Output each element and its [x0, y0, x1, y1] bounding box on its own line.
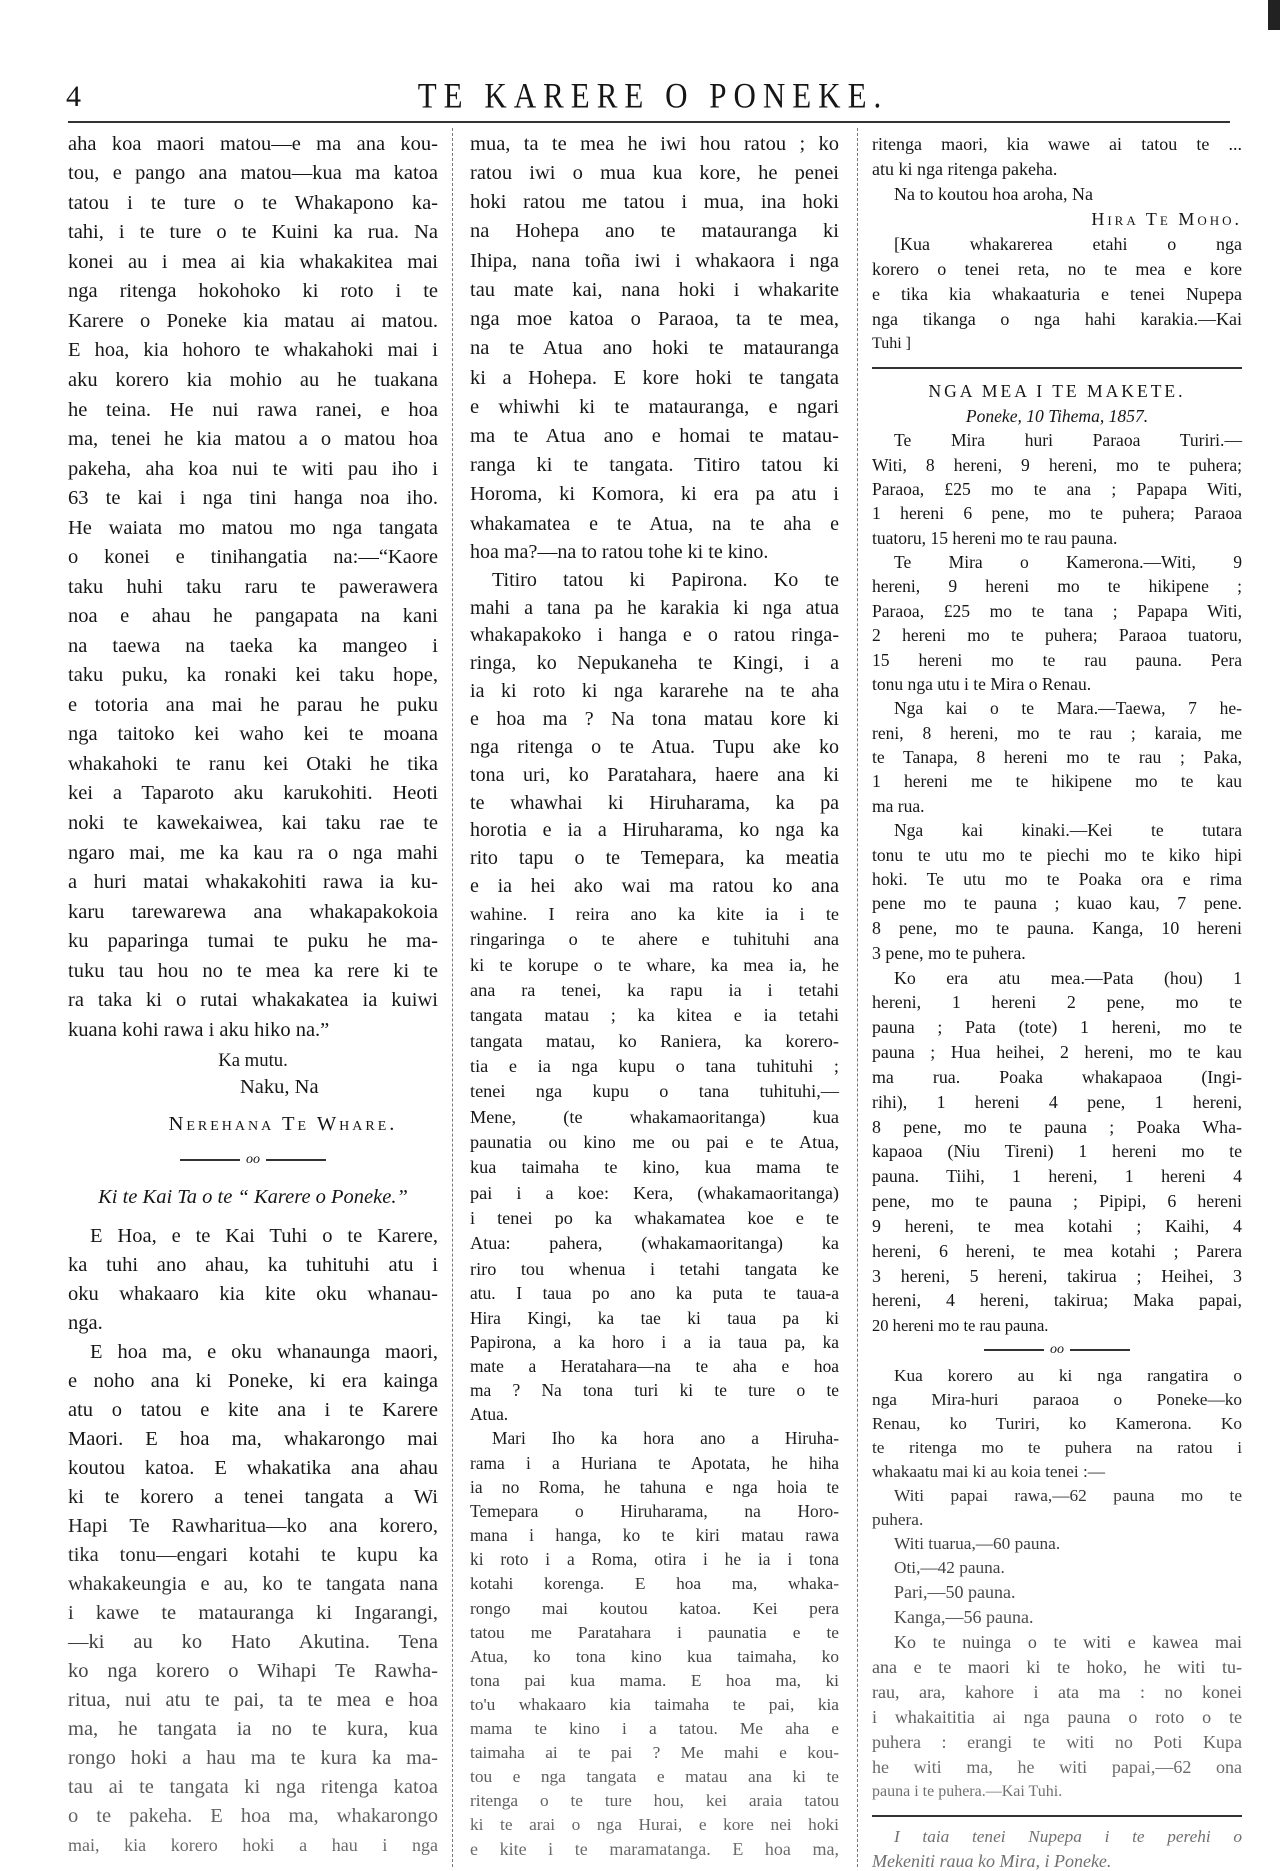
text-line: tona uri, ko Paratahara, haere ana ki [470, 763, 839, 786]
text-line: paunatia ou kino me ou pai e te Atua, [470, 1131, 839, 1152]
text-line: puhera. [872, 1510, 924, 1530]
text-line: rongo hoki a hau ma te kura ka ma- [68, 1746, 438, 1769]
text-line: pauna ; Pata (tote) 1 hereni, mo te [872, 1017, 1242, 1038]
scan-edge-mark [1268, 0, 1280, 30]
text-line: Ihipa, nana toña iwi i whakaora i nga [470, 249, 839, 272]
text-line: nga taitoko kei waho kei te moana [68, 723, 438, 746]
text-line: 2 hereni mo te puhera; Paraoa tuatoru, [872, 625, 1242, 646]
text-line: hereni, 6 hereni, te mea kotahi ; Parera [872, 1240, 1242, 1261]
text-line: Atua: pahera, (whakamaoritanga) ka [470, 1233, 839, 1254]
text-line: taku puku, ka ronaki kei taku hope, [68, 664, 438, 687]
text-line: te ritenga mo te puhera na ratou i [872, 1438, 1242, 1458]
text-line: tenei nga kupu o tana tuhituhi,— [470, 1081, 839, 1102]
text-line: pene, mo te pauna ; Pipipi, 6 hereni [872, 1191, 1242, 1212]
text-line: ki roto i a Roma, otira i he ia i tona [470, 1549, 839, 1570]
text-line: Te Mira huri Paraoa Turiri.— [894, 430, 1242, 451]
text-line: tahi, i te ture o te Kuini ka rua. Na [68, 221, 438, 244]
text-line: karu tarewarewa ana whakapakokoia [68, 900, 438, 923]
text-line: i whakaititia ai nga pauna o roto o te [872, 1707, 1242, 1728]
text-line: nga moe katoa o Paraoa, ta te mea, [470, 308, 839, 331]
text-line: mai, kia korero hoki a hau i nga [68, 1835, 438, 1856]
text-line: hoki. Te utu mo te Poaka ora e rima [872, 868, 1242, 889]
text-line: ma ? Na tona turi ki te ture o te [470, 1380, 839, 1401]
text-line: whakakeungia e au, ko te tangata nana [68, 1572, 438, 1595]
text-line: ia no Roma, he tahuna e nga hoia te [470, 1476, 839, 1497]
text-line: Ko te nuinga o te witi e kawea mai [894, 1632, 1242, 1653]
ornament-divider: oo [872, 1342, 1242, 1358]
text-line: [Kua whakarerea etahi o nga [894, 234, 1242, 255]
column-divider [452, 128, 453, 1867]
text-line: konei au i mea ai kia whakakitea mai [68, 250, 438, 273]
text-line: tia e ia nga kupu o tana tuhituhi ; [470, 1055, 839, 1076]
text-line: ritenga maori, kia wawe ai tatou te ... [872, 134, 1242, 155]
text-line: ko nga korero o Wihapi Te Rawha- [68, 1659, 438, 1682]
text-line: ia ki roto ki nga kararehe na te aha [470, 680, 839, 703]
text-line: taimaha ai te pai ? Me mahi e kou- [470, 1743, 839, 1763]
text-line: tika tonu—engari kotahi te kupu ka [68, 1543, 438, 1566]
text-line: 9 hereni, te mea kotahi ; Kaihi, 4 [872, 1215, 1242, 1236]
article-heading: Ki te Kai Ta o te “ Karere o Poneke.” [98, 1185, 408, 1208]
text-line: —ki au ko Hato Akutina. Tena [68, 1630, 438, 1653]
text-line: e tika kia whakaaturia e tenei Nupepa [872, 284, 1242, 305]
text-line: ringaringa o te ahere e tuhituhi ana [470, 929, 839, 950]
text-line: mate a Heratahara—na te aha e hoa [470, 1355, 839, 1376]
text-line: Titiro tatou ki Papirona. Ko te [492, 568, 839, 591]
text-line: E Hoa, e te Kai Tuhi o te Karere, [90, 1224, 438, 1247]
text-line: nga ritenga hokohoko ki roto i te [68, 280, 438, 303]
text-line: pauna i te puhera.—Kai Tuhi. [872, 1783, 1063, 1801]
text-line: Na to koutou hoa aroha, Na [894, 184, 1093, 205]
page-number: 4 [66, 80, 81, 113]
text-line: mama te kino i a tatou. Me aha e [470, 1719, 839, 1738]
text-line: ku paparinga tumai te puku he ma- [68, 930, 438, 953]
text-line: ranga ki te tangata. Titiro tatou ki [470, 454, 839, 477]
text-line: Nga kai kinaki.—Kei te tutara [894, 820, 1242, 841]
text-line: 63 te kai i nga tini hanga noa iho. [68, 487, 438, 510]
text-line: na Hohepa ano te matauranga ki [470, 220, 839, 243]
text-line: 1 hereni me te hikipene mo te kau [872, 771, 1242, 792]
text-line: Te Mira o Kamerona.—Witi, 9 [894, 552, 1242, 573]
text-line: tuatoru, 15 hereni mo te rau pauna. [872, 527, 1118, 548]
text-line: Mari Iho ka hora ano a Hiruha- [492, 1428, 839, 1449]
text-line: horotia e ia a Hiruharama, ko nga ka [470, 819, 839, 842]
text-line: Witi papai rawa,—62 pauna mo te [894, 1486, 1242, 1506]
text-line: e noho ana ki Poneke, ki era kainga [68, 1369, 438, 1392]
text-line: I taia tenei Nupepa i te perehi o [894, 1827, 1242, 1847]
text-line: pauna. Tiihi, 1 hereni, 1 hereni 4 [872, 1166, 1242, 1187]
text-line: Ka mutu. [218, 1049, 288, 1071]
text-line: i tenei po ka whakamatea koe e te [470, 1207, 839, 1228]
text-line: kotahi korenga. E hoa ma, whaka- [470, 1574, 839, 1594]
text-line: kapaoa (Niu Tireni) 1 hereni mo te [872, 1141, 1242, 1162]
text-line: pakeha, aha koa nui te witi pau iho i [68, 457, 438, 480]
text-line: hereni, 9 hereni mo te hikipene ; [872, 576, 1242, 597]
text-line: tonu te utu mo te piechi mo te kiko hipi [872, 844, 1242, 865]
text-line: korero o tenei reta, no te mea e kore [872, 259, 1242, 280]
text-line: rihi), 1 hereni 4 pene, 1 hereni, [872, 1091, 1242, 1112]
text-line: atu ki nga ritenga pakeha. [872, 159, 1058, 180]
text-line: hereni, 1 hereni 2 pene, mo te [872, 992, 1242, 1013]
text-line: hoki ratou me tatou i mua, ina hoki [470, 191, 839, 214]
text-line: mua, ta te mea he iwi hou ratou ; ko [470, 132, 839, 155]
text-line: tatou i te ture o te Whakapono ka- [68, 191, 438, 214]
text-line: tou e nga tangata e matau ana ki te [470, 1767, 839, 1787]
text-line: riro tou whenua i tetahi tangata ke [470, 1258, 839, 1279]
text-line: Maori. E hoa ma, whakarongo mai [68, 1427, 438, 1450]
text-line: E hoa ma, e oku whanaunga maori, [90, 1340, 438, 1363]
text-line: oku whakaaro kia kite oku whanau- [68, 1282, 438, 1305]
text-line: kuana kohi rawa i aku hiko na.” [68, 1018, 330, 1041]
text-line: ma, he tangata ia no te kura, kua [68, 1717, 438, 1740]
text-line: ana e te maori ki te hoko, he witi tu- [872, 1657, 1242, 1678]
text-line: e ia hei ako wai ma ratou ko ana [470, 875, 839, 898]
text-line: E hoa, kia hohoro te whakahoki mai i [68, 339, 438, 362]
text-line: tuku tau hou no te mea ka rere ki te [68, 959, 438, 982]
text-line: 8 pene, mo te pauna. Kanga, 10 hereni [872, 917, 1242, 938]
text-line: 3 hereni, 5 hereni, takirua ; Heihei, 3 [872, 1265, 1242, 1286]
text-line: mahi a tana pa he karakia ki nga atua [470, 596, 839, 619]
text-line: ma rua. [872, 795, 925, 816]
text-line: ana ra tenei, ka rapu ia i tetahi [470, 979, 839, 1000]
text-line: ki a Hohepa. E kore hoki te tangata [470, 366, 839, 389]
text-line: Tuhi ] [872, 335, 911, 353]
text-line: Papirona, a ka horo i a ia taua pa, ka [470, 1331, 839, 1352]
text-line: to'u whakaaro kia taimaha te pai, kia [470, 1694, 839, 1714]
text-line: Atua, ko tona kino kua taimaha, ko [470, 1646, 839, 1666]
text-line: rama i a Huriana te Apotata, he hiha [470, 1452, 839, 1473]
text-line: Oti,—42 pauna. [894, 1558, 1005, 1578]
header-rule [68, 121, 1230, 123]
text-line: i kawe te matauranga ki Ingarangi, [68, 1601, 438, 1624]
text-line: hoa ma?—na to ratou tohe ki te kino. [470, 540, 769, 563]
text-line: e hoa ma ? Na tona matau kore ki [470, 707, 839, 730]
text-line: aku korero kia mohio au he tuakana [68, 368, 438, 391]
text-line: 1 hereni 6 pene, mo te puhera; Paraoa [872, 503, 1242, 524]
text-line: na taewa na taeka ka mangeo i [68, 634, 438, 657]
text-line: ma rua. Poaka whakapaoa (Ingi- [872, 1066, 1242, 1087]
text-line: e totoria ana mai he parau he puku [68, 693, 438, 716]
text-line: tangata matau, ko Raniera, ka korero- [470, 1030, 839, 1051]
text-line: e kite i te maramatanga. E hoa ma, [470, 1839, 839, 1860]
text-line: ngaro mai, me ka kau ra o nga mahi [68, 841, 438, 864]
text-line: ma te Atua ano e homai te matau- [470, 425, 839, 448]
text-line: reni, 8 hereni, mo te rau ; karaia, me [872, 722, 1242, 743]
text-line: atu. I taua po ano ka puta te taua-a [470, 1283, 839, 1304]
text-line: atu o tatou e kite ana i te Karere [68, 1398, 438, 1421]
text-line: ra taka ki o rutai whakakatea ia kuiwi [68, 989, 438, 1012]
text-line: Pari,—50 pauna. [894, 1582, 1016, 1603]
text-line: ritua, nui atu te pai, ta te mea e hoa [68, 1688, 438, 1711]
text-line: tona pai kua mama. E hoa ma, ki [470, 1670, 839, 1690]
text-line: Nga kai o te Mara.—Taewa, 7 he- [894, 698, 1242, 719]
text-line: hereni, 4 hereni, takirua; Maka papai, [872, 1290, 1242, 1311]
text-line: tau mate kai, nana hoki i whakarite [470, 278, 839, 301]
text-line: pai i a koe: Kera, (whakamaoritanga) [470, 1182, 839, 1203]
text-line: tangata matau ; ka kitea e ia tetahi [470, 1005, 839, 1026]
text-line: o te pakeha. E hoa ma, whakarongo [68, 1804, 438, 1827]
text-line: puhera : erangi te witi no Poti Kupa [872, 1732, 1242, 1753]
column-divider [857, 128, 858, 1867]
text-line: whakamatea e te Atua, na te aha e [470, 512, 839, 535]
text-line: Renau, ko Turiri, ko Kamerona. Ko [872, 1414, 1242, 1434]
text-line: Hapi Te Rawharitua—ko ana korero, [68, 1514, 438, 1537]
text-line: whakaatu mai ki au koia tenei :— [872, 1462, 1106, 1482]
text-line: nga Mira-huri paraoa o Poneke—ko [872, 1390, 1242, 1410]
text-line: ritenga o te ture hou, kei araia tatou [470, 1791, 839, 1811]
author-signature: Hira Te Moho. [1091, 209, 1242, 230]
text-line: rau, ara, kahore i ata ma : no konei [872, 1682, 1242, 1703]
text-line: e whiwhi ki te matauranga, e ngari [470, 395, 839, 418]
text-line: Karere o Poneke kia matau ai matou. [68, 309, 438, 332]
text-line: wahine. I reira ano ka kite ia i te [470, 903, 839, 924]
text-line: Horoma, ki Komora, ki era pa atu i [470, 483, 839, 506]
text-line: Naku, Na [240, 1075, 319, 1098]
text-line: koutou katoa. E whakatika ana ahau [68, 1456, 438, 1479]
text-line: ki te korero a tenei tangata a Wi [68, 1485, 438, 1508]
text-line: he witi ma, he witi papai,—62 ona [872, 1757, 1242, 1778]
text-line: nga tikanga o nga hahi karakia.—Kai [872, 309, 1242, 330]
text-line: tau ai te tangata ki nga ritenga katoa [68, 1775, 438, 1798]
text-line: ma, tenei he kia matou a o matou hoa [68, 428, 438, 451]
text-line: Hira Kingi, ka tae ki taua pa ki [470, 1307, 839, 1328]
text-line: kua taimaha te kino, kua mama te [470, 1157, 839, 1178]
text-line: a huri matai whakakohiti rawa ia ku- [68, 871, 438, 894]
text-line: Kanga,—56 pauna. [894, 1607, 1034, 1628]
text-line: taku huhi taku raru te pawerawera [68, 575, 438, 598]
text-line: Poneke, 10 Tihema, 1857. [965, 405, 1149, 426]
text-line: noki te kawekaiwea, kai taku rae te [68, 811, 438, 834]
text-line: ki te korupe o te whare, ka mea ia, he [470, 954, 839, 975]
ornament-divider: oo [68, 1152, 438, 1168]
text-line: noa e ahau he pangapata na kani [68, 605, 438, 628]
text-line: he teina. He nui rawa ranei, e hoa [68, 398, 438, 421]
text-line: whakahoki te ranu kei Otaki he tika [68, 752, 438, 775]
text-line: ringa, ko Nepukaneha te Kingi, i a [470, 652, 839, 675]
text-line: te whawhai ki Hiruharama, ka pa [470, 791, 839, 814]
text-line: Paraoa, £25 mo te ana ; Papapa Witi, [872, 478, 1242, 499]
text-line: Temepara o Hiruharama, na Horo- [470, 1500, 839, 1521]
newspaper-title: TE KARERE O PONEKE. [417, 75, 889, 116]
text-line: 20 hereni mo te rau pauna. [872, 1315, 1049, 1335]
text-line: Ko era atu mea.—Pata (hou) 1 [894, 967, 1242, 988]
text-line: ratou iwi o mua kua kore, he penei [470, 161, 839, 184]
text-line: kei a Taparoto aku karukohiti. Heoti [68, 782, 438, 805]
text-line: tatou me Paratahara i paunatia e te [470, 1622, 839, 1642]
text-line: te Tanapa, 8 hereni mo te rau ; Paka, [872, 747, 1242, 768]
section-rule [872, 1815, 1242, 1817]
text-line: tou, e pango ana matou—kua ma katoa [68, 162, 438, 185]
text-line: rito tapu o te Temepara, ka meatia [470, 847, 839, 870]
text-line: nga. [68, 1311, 103, 1334]
text-line: Kua korero au ki nga rangatira o [894, 1366, 1242, 1386]
text-line: mana i hanga, ko te kiri matau rawa [470, 1525, 839, 1546]
article-heading: NGA MEA I TE MAKETE. [928, 381, 1186, 402]
text-line: rongo mai koutou katoa. Kei pera [470, 1598, 839, 1618]
section-rule [872, 367, 1242, 369]
text-line: na te Atua ano hoki te matauranga [470, 337, 839, 360]
text-line: Witi tuarua,—60 pauna. [894, 1534, 1061, 1554]
text-line: Mekeniti raua ko Mira, i Poneke. [872, 1851, 1112, 1871]
text-line: whakapakoko i hanga e o ratou ringa- [470, 624, 839, 647]
author-signature: Nerehana Te Whare. [168, 1112, 398, 1135]
text-line: pauna ; Hua heihei, 2 hereni, mo te kau [872, 1042, 1242, 1063]
text-line: Witi, 8 hereni, 9 hereni, mo te puhera; [872, 454, 1242, 475]
text-line: 3 pene, mo te puhera. [872, 942, 1026, 963]
text-line: 8 pene, mo te pauna ; Poaka Wha- [872, 1116, 1242, 1137]
text-line: aha koa maori matou—e ma ana kou- [68, 132, 438, 155]
text-line: Paraoa, £25 mo te tana ; Papapa Witi, [872, 600, 1242, 621]
text-line: ki te arai o nga Hurai, e kore nei hoki [470, 1815, 839, 1835]
text-line: He waiata mo matou mo nga tangata [68, 516, 438, 539]
text-line: Atua. [470, 1404, 509, 1425]
text-line: o konei e tinihangatia na:—“Kaore [68, 546, 438, 569]
text-line: pene mo te pauna ; kuao kau, 7 pene. [872, 893, 1242, 914]
text-line: nga ritenga o te Atua. Tupu ake ko [470, 735, 839, 758]
text-line: Mene, (te whakamaoritanga) kua [470, 1106, 839, 1127]
text-line: tonu nga utu i te Mira o Renau. [872, 673, 1092, 694]
text-line: ka tuhi ano ahau, ka tuhituhi atu i [68, 1253, 438, 1276]
text-line: 15 hereni mo te rau pauna. Pera [872, 649, 1242, 670]
